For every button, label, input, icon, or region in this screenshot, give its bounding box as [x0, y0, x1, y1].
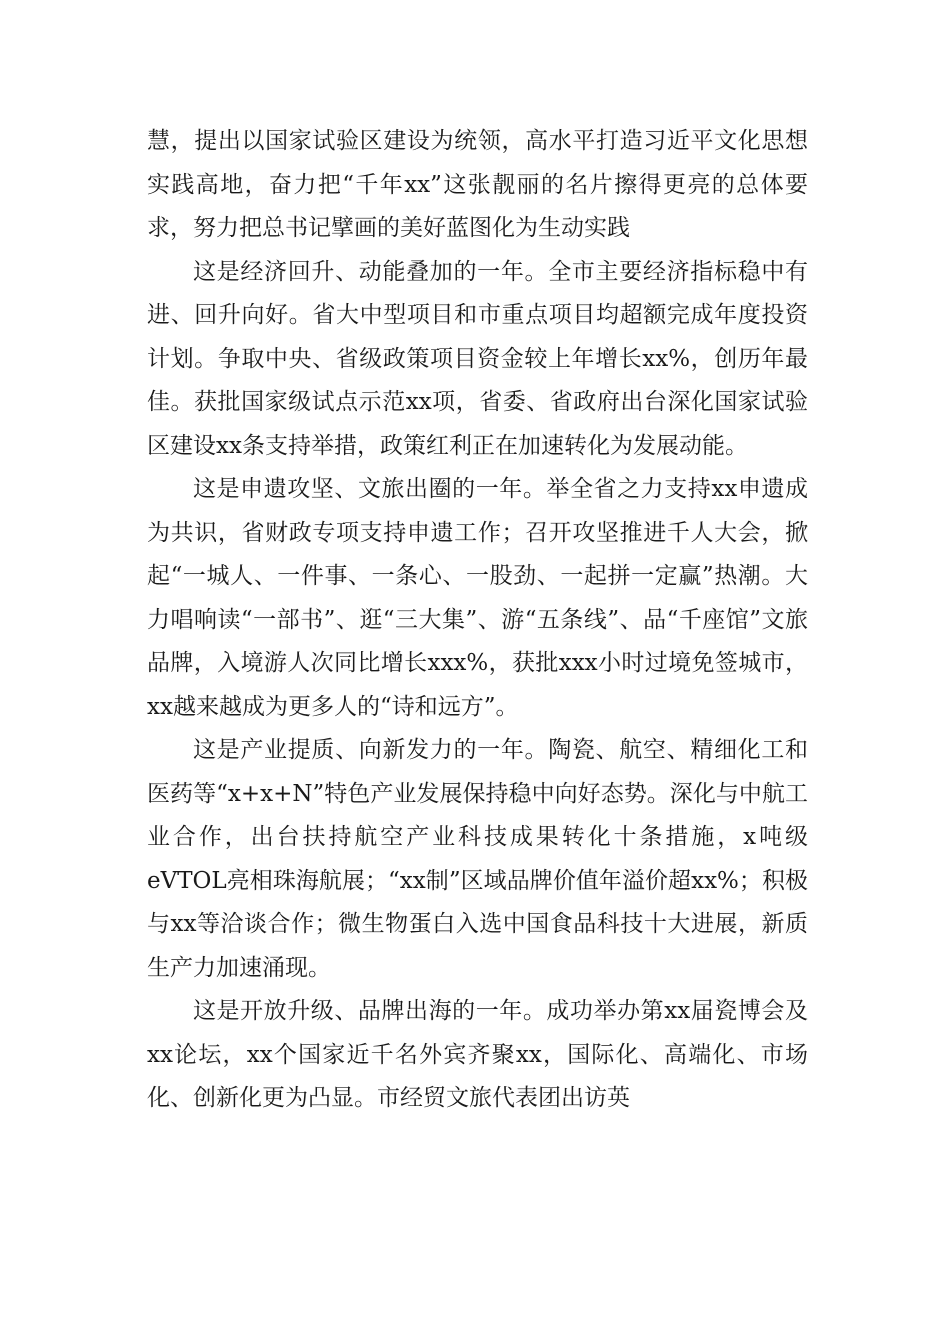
document-body	[147, 120, 808, 1121]
paragraph-continuation: 慧，提出以国家试验区建设为统领，高水平打造习近平文化思想实践高地，奋力把“千年xx”这张靓丽的名片擦得更亮的总体要求，努力把总书记擘画的美好蓝图化为生动实践	[147, 128, 808, 241]
paragraph-economy: 这是经济回升、动能叠加的一年。全市主要经济指标稳中有进、回升向好。省大中型项目和市重点项目均超额完成年度投资计划。争取中央、省级政策项目资金较上年增长xx%，创历年最佳。获批国家级试点示范xx项，省委、省政府出台深化国家试验区建设xx条支持举措，政策红利正在加速转化为发展动能。	[147, 258, 808, 459]
paragraph-heritage-tourism: 这是申遗攻坚、文旅出圈的一年。举全省之力支持xx申遗成为共识，省财政专项支持申遗工作；召开攻坚推进千人大会，掀起“一城人、一件事、一条心、一股劲、一起拼一定赢”热潮。大力唱响读“一部书”、逛“三大集”、游“五条线”、品“千座馆”文旅品牌，入境游人次同比增长xxx%，获批xxx小时过境免签城市，xx越来越成为更多人的“诗和远方”。	[147, 476, 808, 720]
paragraph-industry: 这是产业提质、向新发力的一年。陶瓷、航空、精细化工和医药等“x+x+N”特色产业发展保持稳中向好态势。深化与中航工业合作，出台扶持航空产业科技成果转化十条措施，x吨级eVTOL亮相珠海航展；“xx制”区域品牌价值年溢价超xx%；积极与xx等洽谈合作；微生物蛋白入选中国食品科技十大进展，新质生产力加速涌现。	[147, 737, 808, 981]
paragraph-opening-up: 这是开放升级、品牌出海的一年。成功举办第xx届瓷博会及xx论坛，xx个国家近千名外宾齐聚xx，国际化、高端化、市场化、创新化更为凸显。市经贸文旅代表团出访英	[147, 998, 808, 1111]
